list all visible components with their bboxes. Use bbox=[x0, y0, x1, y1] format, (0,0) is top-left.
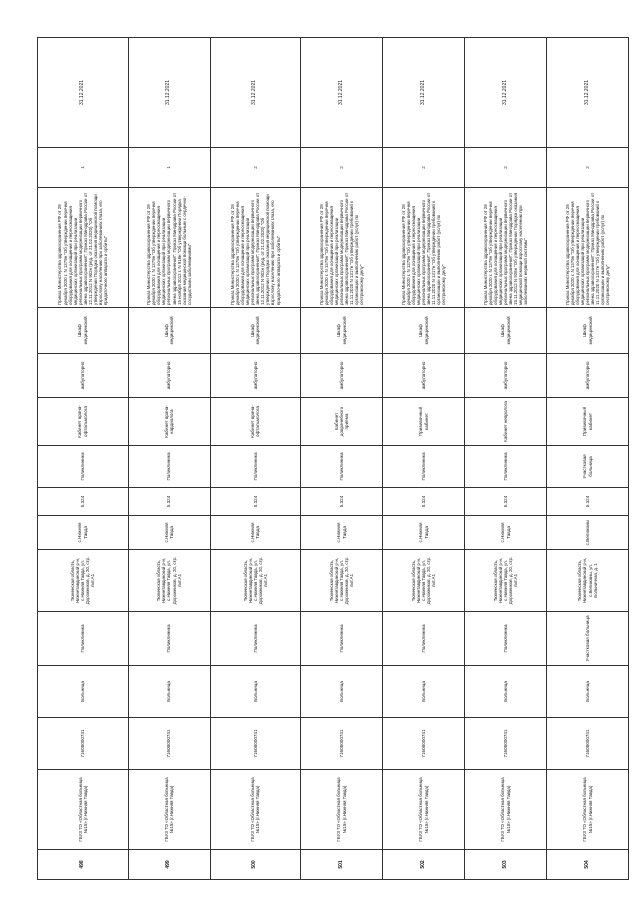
oktmo-cell: 71608000741 bbox=[465, 718, 547, 770]
quantity-cell: 1 bbox=[128, 148, 210, 188]
oktmo-cell: 71608000741 bbox=[383, 718, 465, 770]
room-cell: Кабинет врача-кардиолога bbox=[128, 398, 210, 446]
care-condition-cell: амбулаторно bbox=[301, 354, 383, 398]
unit-cell: Поликлиника bbox=[301, 612, 383, 666]
organization-cell: ГБУЗ ТО «Областная больница №15» (г.Нижняя Тавда) bbox=[465, 770, 547, 850]
legal-basis-cell: Приказ Министерства здравоохранения РФ от 28 декабря 2020 г. N 1379н "Об утверждении перечня оборудования для оснащения и переоснащения медицинских организаций при реализации региональных программ модернизации первичного звена здравоохранения"; Приказ Минздрава России от 11.11.2020 N 1317н "Об утверждении требований к организации и выполнению работ (услуг) по сестринскому делу" bbox=[547, 188, 629, 308]
oktmo-cell: 71608000741 bbox=[38, 718, 129, 770]
table-row bbox=[38, 38, 129, 880]
quantity-cell: 2 bbox=[301, 148, 383, 188]
deadline-date-cell: 31.12.2021 bbox=[465, 38, 547, 148]
department-cell: Поликлиника bbox=[128, 446, 210, 488]
table-row bbox=[210, 38, 301, 880]
care-condition-cell: амбулаторно bbox=[465, 354, 547, 398]
unit-cell: Поликлиника bbox=[210, 612, 301, 666]
legal-basis-cell: Приказ Министерства здравоохранения РФ от 28 декабря 2020 г. N 1379н "Об утверждении перечня оборудования для оснащения и переоснащения медицинских организаций при реализации региональных программ модернизации первичного звена здравоохранения"; Приказ Минздрава России от 11.11.2020 N 1317н "Об утверждении требований к организации и выполнению работ (услуг) по сестринскому делу" bbox=[383, 188, 465, 308]
legal-basis-cell: Приказ Министерства здравоохранения РФ от 28 декабря 2020 г. N 1379н "Об утверждении перечня оборудования для оснащения и переоснащения медицинских организаций при реализации региональных программ модернизации первичного звена здравоохранения"; Приказ Минздрава России от 12.11.2012 N 902н (ред. от 21.02.2020) "Об утверждении Порядка оказания медицинской помощи взрослому населению при заболеваниях глаза, его придаточного аппарата и орбиты" bbox=[38, 188, 129, 308]
organization-cell: ГБУЗ ТО «Областная больница №15» (г.Нижняя Тавда) bbox=[301, 770, 383, 850]
equipment-cell: Шкаф медицинский bbox=[128, 308, 210, 354]
locality-cell: с.Нижняя Тавда bbox=[38, 516, 129, 550]
locality-cell: с.Нижняя Тавда bbox=[301, 516, 383, 550]
equipment-cell: Шкаф медицинский bbox=[547, 308, 629, 354]
facility-type-cell: Больница bbox=[128, 666, 210, 718]
address-cell: Тюменская область, Нижнетавдинский р-н, с.Нижняя Тавда, ул. Дорожников, д. 20, стр. лит.А1 bbox=[465, 550, 547, 612]
department-cell: Поликлиника bbox=[465, 446, 547, 488]
room-cell: Кабинет врача-офтальмолога bbox=[38, 398, 129, 446]
room-cell: Кабинет доврачебного приема bbox=[301, 398, 383, 446]
row-number-cell: 498 bbox=[38, 850, 129, 880]
equipment-cell: Шкаф медицинский bbox=[465, 308, 547, 354]
address-cell: Тюменская область, Нижнетавдинский р-н, с.Нижняя Тавда, ул. Дорожников, д. 20, стр. лит.А1 bbox=[128, 550, 210, 612]
code-cell: 5.324 bbox=[210, 488, 301, 516]
address-cell: Тюменская область, Нижнетавдинский р-н, с.Нижняя Тавда, ул. Дорожников, д. 20, стр. лит.А1 bbox=[38, 550, 129, 612]
facility-type-cell: Больница bbox=[547, 666, 629, 718]
code-cell: 5.324 bbox=[301, 488, 383, 516]
table-row bbox=[128, 38, 210, 880]
equipment-cell: Шкаф медицинский bbox=[38, 308, 129, 354]
oktmo-cell: 71608000741 bbox=[128, 718, 210, 770]
department-cell: Поликлиника bbox=[210, 446, 301, 488]
care-condition-cell: амбулаторно bbox=[383, 354, 465, 398]
unit-cell: Поликлиника bbox=[465, 612, 547, 666]
address-cell: Тюменская область, Нижнетавдинский р-н, с.Нижняя Тавда, ул. Дорожников, д. 20, стр. лит.А1 bbox=[383, 550, 465, 612]
quantity-cell: 2 bbox=[383, 148, 465, 188]
locality-cell: с.Нижняя Тавда bbox=[210, 516, 301, 550]
oktmo-cell: 71608000741 bbox=[210, 718, 301, 770]
equipment-cell: Шкаф медицинский bbox=[210, 308, 301, 354]
organization-cell: ГБУЗ ТО «Областная больница №15» (г.Нижняя Тавда) bbox=[210, 770, 301, 850]
facility-type-cell: Больница bbox=[383, 666, 465, 718]
quantity-cell: 1 bbox=[38, 148, 129, 188]
deadline-date-cell: 31.12.2021 bbox=[38, 38, 129, 148]
table-row bbox=[383, 38, 465, 880]
care-condition-cell: амбулаторно bbox=[547, 354, 629, 398]
legal-basis-cell: Приказ Министерства здравоохранения РФ от 28 декабря 2020 г. N 1379н "Об утверждении перечня оборудования для оснащения и переоснащения медицинских организаций при реализации региональных программ модернизации первичного звена здравоохранения"; Приказ Минздрава России от 15.11.2012 N 926н "Об утверждении Порядка оказания медицинской помощи взрослому населению при заболеваниях нервной системы" bbox=[465, 188, 547, 308]
facility-type-cell: Больница bbox=[301, 666, 383, 718]
address-cell: Тюменская область, Нижнетавдинский р-н, с.Нижняя Тавда, ул. Дорожников, д. 20, стр. лит.А1 bbox=[301, 550, 383, 612]
department-cell: Поликлиника bbox=[383, 446, 465, 488]
oktmo-cell: 71608000741 bbox=[301, 718, 383, 770]
table-row bbox=[465, 38, 547, 880]
department-cell: Участковая больница bbox=[547, 446, 629, 488]
quantity-cell: 2 bbox=[210, 148, 301, 188]
care-condition-cell: амбулаторно bbox=[210, 354, 301, 398]
oktmo-cell: 71608000741 bbox=[547, 718, 629, 770]
room-cell: Кабинет врача-офтальмолога bbox=[210, 398, 301, 446]
care-condition-cell: амбулаторно bbox=[38, 354, 129, 398]
table-row bbox=[301, 38, 383, 880]
room-cell: Прививочный кабинет bbox=[547, 398, 629, 446]
table-row bbox=[547, 38, 629, 880]
code-cell: 5.324 bbox=[547, 488, 629, 516]
deadline-date-cell: 31.12.2021 bbox=[210, 38, 301, 148]
row-number-cell: 504 bbox=[547, 850, 629, 880]
equipment-cell: Шкаф медицинский bbox=[383, 308, 465, 354]
code-cell: 5.324 bbox=[465, 488, 547, 516]
unit-cell: Поликлиника bbox=[38, 612, 129, 666]
facility-type-cell: Больница bbox=[210, 666, 301, 718]
rotated-document-page bbox=[37, 38, 629, 880]
legal-basis-cell: Приказ Министерства здравоохранения РФ от 28 декабря 2020 г. N 1379н "Об утверждении перечня оборудования для оснащения и переоснащения медицинских организаций при реализации региональных программ модернизации первичного звена здравоохранения"; Приказ Минздрава России от 12.11.2012 N 902н (ред. от 21.02.2020) "Об утверждении Порядка оказания медицинской помощи взрослому населению при заболеваниях глаза, его придаточного аппарата и орбиты" bbox=[210, 188, 301, 308]
department-cell: Поликлиника bbox=[38, 446, 129, 488]
unit-cell: Поликлиника bbox=[383, 612, 465, 666]
legal-basis-cell: Приказ Министерства здравоохранения РФ от 28 декабря 2020 г. N 1379н "Об утверждении перечня оборудования для оснащения и переоснащения медицинских организаций при реализации региональных программ модернизации первичного звена здравоохранения"; Приказ Минздрава России от 15 ноября 2012 г. N 918н "Об утверждении Порядка оказания медицинской помощи больным с сердечно-сосудистыми заболеваниями" bbox=[128, 188, 210, 308]
deadline-date-cell: 31.12.2021 bbox=[301, 38, 383, 148]
unit-cell: Участковая больница bbox=[547, 612, 629, 666]
code-cell: 5.324 bbox=[128, 488, 210, 516]
code-cell: 5.324 bbox=[383, 488, 465, 516]
unit-cell: Поликлиника bbox=[128, 612, 210, 666]
organization-cell: ГБУЗ ТО «Областная больница №15» (г.Нижняя Тавда) bbox=[547, 770, 629, 850]
row-number-cell: 503 bbox=[465, 850, 547, 880]
room-cell: Кабинет невролога bbox=[465, 398, 547, 446]
address-cell: Тюменская область, Нижнетавдинский р-н, с.Нижняя Тавда, ул. Дорожников, д. 20, стр. лит.А1 bbox=[210, 550, 301, 612]
legal-basis-cell: Приказ Министерства здравоохранения РФ от 28 декабря 2020 г. N 1379н "Об утверждении перечня оборудования для оснащения и переоснащения медицинских организаций при реализации региональных программ модернизации первичного звена здравоохранения"; Приказ Минздрава России от 11.11.2020 N 1317н "Об утверждении требований к организации и выполнению работ (услуг) по сестринскому делу" bbox=[301, 188, 383, 308]
row-number-cell: 500 bbox=[210, 850, 301, 880]
quantity-cell: 2 bbox=[547, 148, 629, 188]
deadline-date-cell: 31.12.2021 bbox=[547, 38, 629, 148]
locality-cell: с.Велижаны bbox=[547, 516, 629, 550]
address-cell: Тюменская область, Нижнетавдинский р-н, с.Велижаны, ул. Больничная, д. 1 bbox=[547, 550, 629, 612]
facility-type-cell: Больница bbox=[465, 666, 547, 718]
facility-type-cell: Больница bbox=[38, 666, 129, 718]
locality-cell: с.Нижняя Тавда bbox=[383, 516, 465, 550]
organization-cell: ГБУЗ ТО «Областная больница №15» (г.Нижняя Тавда) bbox=[128, 770, 210, 850]
equipment-table bbox=[37, 37, 629, 880]
organization-cell: ГБУЗ ТО «Областная больница №15» (г.Нижняя Тавда) bbox=[383, 770, 465, 850]
locality-cell: с.Нижняя Тавда bbox=[465, 516, 547, 550]
row-number-cell: 499 bbox=[128, 850, 210, 880]
equipment-cell: Шкаф медицинский bbox=[301, 308, 383, 354]
care-condition-cell: амбулаторно bbox=[128, 354, 210, 398]
row-number-cell: 501 bbox=[301, 850, 383, 880]
row-number-cell: 502 bbox=[383, 850, 465, 880]
code-cell: 5.324 bbox=[38, 488, 129, 516]
room-cell: Прививочный кабинет bbox=[383, 398, 465, 446]
deadline-date-cell: 31.12.2021 bbox=[128, 38, 210, 148]
quantity-cell: 2 bbox=[465, 148, 547, 188]
organization-cell: ГБУЗ ТО «Областная больница №15» (г.Нижняя Тавда) bbox=[38, 770, 129, 850]
deadline-date-cell: 31.12.2021 bbox=[383, 38, 465, 148]
department-cell: Поликлиника bbox=[301, 446, 383, 488]
locality-cell: с.Нижняя Тавда bbox=[128, 516, 210, 550]
